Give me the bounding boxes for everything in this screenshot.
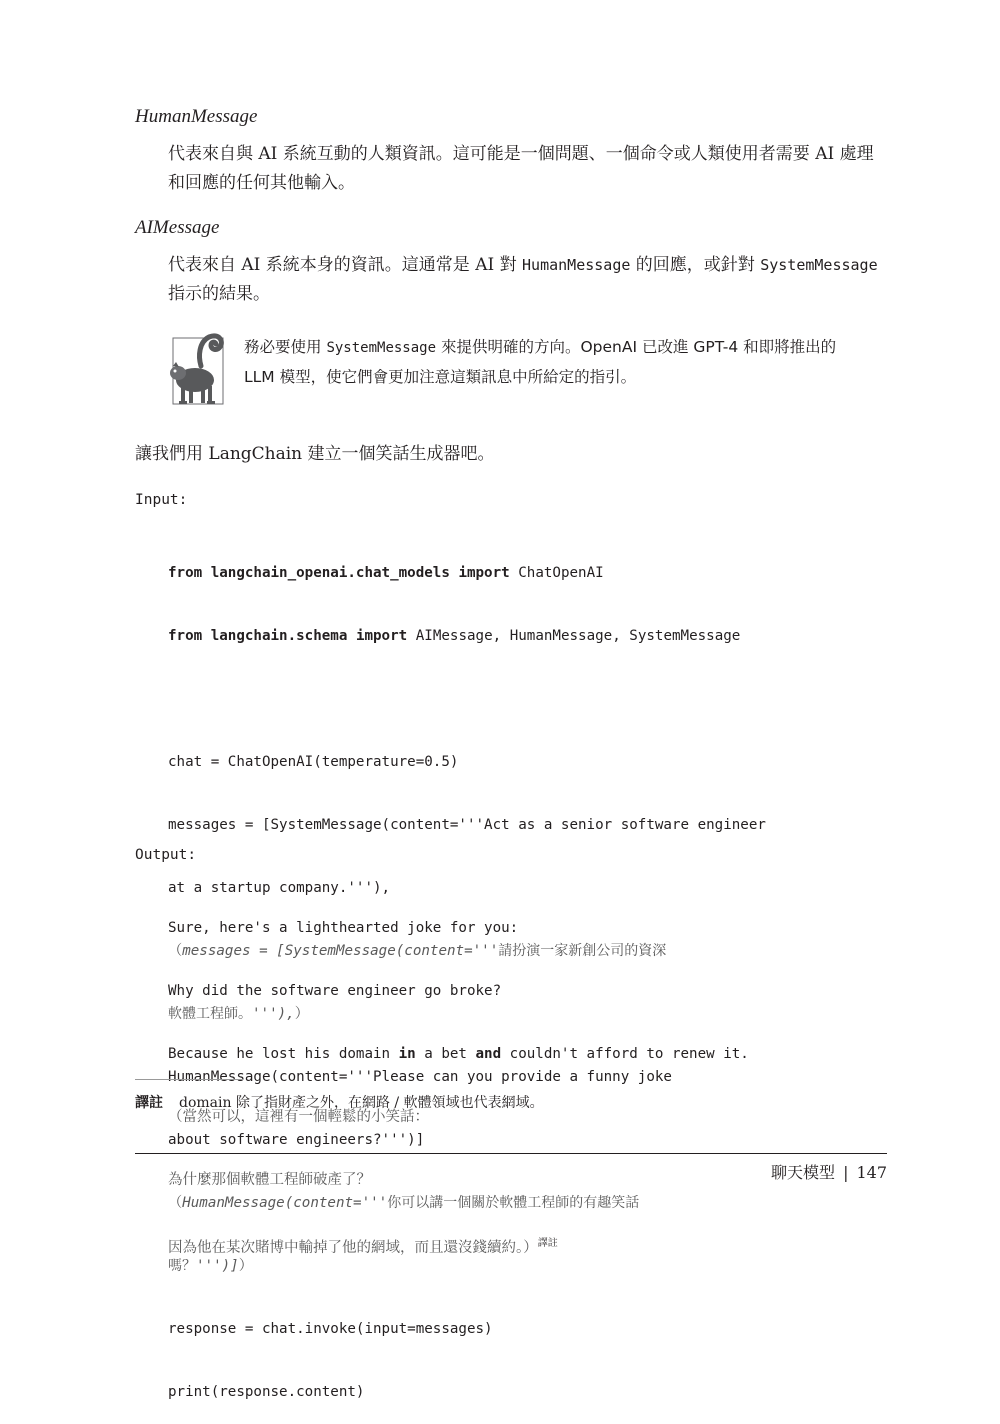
footnote-text: domain 除了指財產之外，在網路 / 軟體領域也代表網域。 bbox=[179, 1095, 544, 1111]
comment-code: messages = [SystemMessage(content=''' bbox=[182, 943, 499, 959]
comment-translation: 嗎？ bbox=[168, 1258, 196, 1274]
code-line bbox=[168, 563, 766, 584]
term-ai-message: AIMessage bbox=[135, 217, 220, 238]
comment-paren: （ bbox=[168, 943, 183, 959]
inline-code: SystemMessage bbox=[760, 256, 878, 274]
module-name: langchain_openai.chat_models bbox=[210, 565, 450, 581]
output-text: Because he lost his domain bbox=[168, 1046, 399, 1062]
keyword: in bbox=[398, 1046, 416, 1062]
definition-text: 指示的結果。 bbox=[168, 284, 270, 304]
inline-code: HumanMessage bbox=[522, 256, 631, 274]
code-line: at a startup company.'''), bbox=[168, 880, 391, 896]
code-line: chat = ChatOpenAI(temperature=0.5) bbox=[168, 754, 459, 770]
footnote bbox=[135, 1092, 544, 1112]
chapter-title: 聊天模型 bbox=[771, 1163, 836, 1182]
output-translation-text: 因為他在某次賭博中輸掉了他的網域，而且還沒錢續約。） bbox=[168, 1240, 538, 1256]
definition-text: 代表來自 AI 系統本身的資訊。這通常是 AI 對 bbox=[168, 255, 523, 275]
comment-paren: （ bbox=[168, 1195, 183, 1211]
code-text: ChatOpenAI bbox=[518, 565, 604, 581]
comment-code: HumanMessage(content=''' bbox=[182, 1195, 388, 1211]
output-translation: 為什麼那個軟體工程師破產了？ bbox=[168, 1172, 371, 1188]
page-number: 147 bbox=[856, 1163, 887, 1182]
output-text: couldn't afford to renew it. bbox=[501, 1046, 749, 1062]
lemur-icon bbox=[168, 330, 230, 410]
output-label: Output: bbox=[135, 847, 197, 863]
comment-code: '''), bbox=[252, 1006, 295, 1022]
footer-divider bbox=[135, 1153, 887, 1154]
definition-text: 的回應，或針對 bbox=[630, 255, 761, 275]
inline-code: SystemMessage bbox=[326, 340, 437, 356]
output-line bbox=[168, 1044, 749, 1065]
output-translation bbox=[168, 1233, 749, 1254]
code-line: response = chat.invoke(input=messages) bbox=[168, 1321, 493, 1337]
page-footer bbox=[771, 1160, 887, 1183]
comment-paren: ） bbox=[294, 1006, 309, 1022]
keyword: from bbox=[168, 628, 203, 644]
comment-translation: 你可以講一個關於軟體工程師的有趣笑話 bbox=[387, 1195, 640, 1211]
output-block bbox=[168, 876, 749, 1275]
output-translation: （當然可以，這裡有一個輕鬆的小笑話： bbox=[168, 1109, 429, 1125]
output-line: Sure, here's a lighthearted joke for you: bbox=[168, 920, 519, 936]
code-line: messages = [SystemMessage(content='''Act as a senior software engineer bbox=[168, 817, 766, 833]
definition-ai-message bbox=[168, 251, 888, 309]
code-blank-line bbox=[168, 689, 766, 710]
keyword: from bbox=[168, 565, 203, 581]
note-text-part: 務必要使用 bbox=[244, 338, 327, 356]
comment-paren: ） bbox=[238, 1258, 253, 1274]
output-line: Why did the software engineer go broke? bbox=[168, 983, 502, 999]
output-text: a bet bbox=[415, 1046, 476, 1062]
code-line: about software engineers?''')] bbox=[168, 1132, 425, 1148]
code-line bbox=[168, 626, 766, 647]
keyword: import bbox=[355, 628, 408, 644]
code-line: print(response.content) bbox=[168, 1384, 365, 1400]
code-line: HumanMessage(content='''Please can you provide a funny joke bbox=[168, 1069, 672, 1085]
comment-code: ''')] bbox=[196, 1258, 239, 1274]
note-text bbox=[244, 333, 844, 392]
comment-translation: 請扮演一家新創公司的資深 bbox=[498, 943, 667, 959]
footnote-marker: 譯註 bbox=[537, 1238, 558, 1249]
footnote-divider bbox=[135, 1079, 243, 1080]
term-human-message: HumanMessage bbox=[135, 106, 258, 127]
note-text-part: 來提供明確的方向。OpenAI 已改進 GPT-4 和即將推出的 LLM 模型，使它們會更加注意這類訊息中所給定的指引。 bbox=[244, 338, 837, 386]
keyword: import bbox=[458, 565, 510, 581]
code-text: AIMessage, HumanMessage, SystemMessage bbox=[415, 628, 741, 644]
input-label: Input: bbox=[135, 492, 188, 508]
footer-separator: | bbox=[843, 1163, 849, 1182]
module-name: langchain.schema bbox=[210, 628, 348, 644]
keyword: and bbox=[475, 1046, 502, 1062]
definition-human-message: 代表來自與 AI 系統互動的人類資訊。這可能是一個問題、一個命令或人類使用者需要 AI 處理和回應的任何其他輸入。 bbox=[168, 144, 874, 193]
intro-text: 讓我們用 LangChain 建立一個笑話生成器吧。 bbox=[135, 444, 495, 464]
comment-translation: 軟體工程師。 bbox=[168, 1006, 252, 1022]
footnote-label: 譯註 bbox=[135, 1095, 163, 1111]
